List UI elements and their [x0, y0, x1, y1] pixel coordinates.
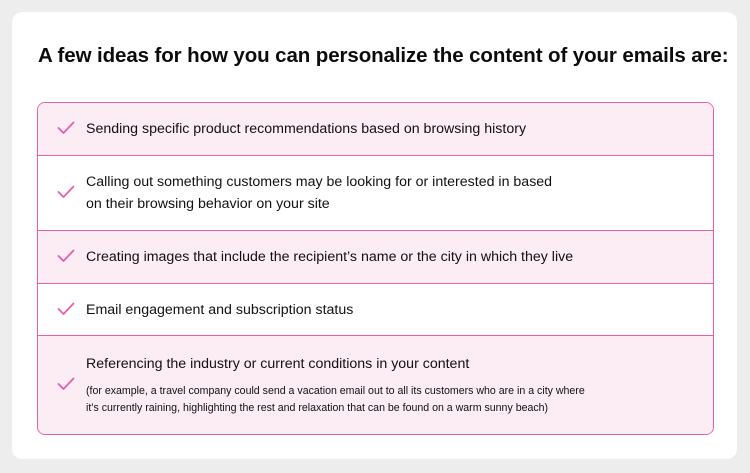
checkmark-icon: [57, 377, 75, 391]
list-item-text: [86, 246, 686, 268]
list-item-text: [86, 118, 686, 140]
checkmark-icon: [57, 185, 75, 199]
list-item-label: Creating images that include the recipient’s name or the city in which they live: [86, 249, 574, 265]
content-card: [12, 12, 737, 459]
list-item: [38, 336, 713, 434]
list-item-text: [86, 171, 686, 215]
list-item: [38, 231, 713, 284]
list-item: [38, 103, 713, 156]
list-item-text: [86, 353, 686, 417]
checkmark-icon: [57, 302, 75, 316]
list-item-label: Referencing the industry or current conditions in your content: [86, 356, 470, 372]
ideas-list: [37, 102, 714, 435]
checkmark-icon: [57, 249, 75, 263]
page-title: A few ideas for how you can personalize the content of your emails are:: [38, 44, 729, 67]
list-item-label: Calling out something customers may be looking for or interested in based on their browsing behavior on your site: [86, 174, 553, 212]
list-item: [38, 156, 713, 231]
list-item-label: Email engagement and subscription status: [86, 301, 354, 318]
list-item-text: [86, 299, 686, 321]
list-item: [38, 284, 713, 336]
checkmark-icon: [57, 121, 75, 135]
list-item-note: (for example, a travel company could send a vacation email out to all its customers who are in a city where it’s currently raining, highlighting the rest and relaxation that can be found on a warm sunny beach): [86, 385, 585, 414]
list-item-label: Sending specific product recommendations based on browsing history: [86, 121, 527, 137]
